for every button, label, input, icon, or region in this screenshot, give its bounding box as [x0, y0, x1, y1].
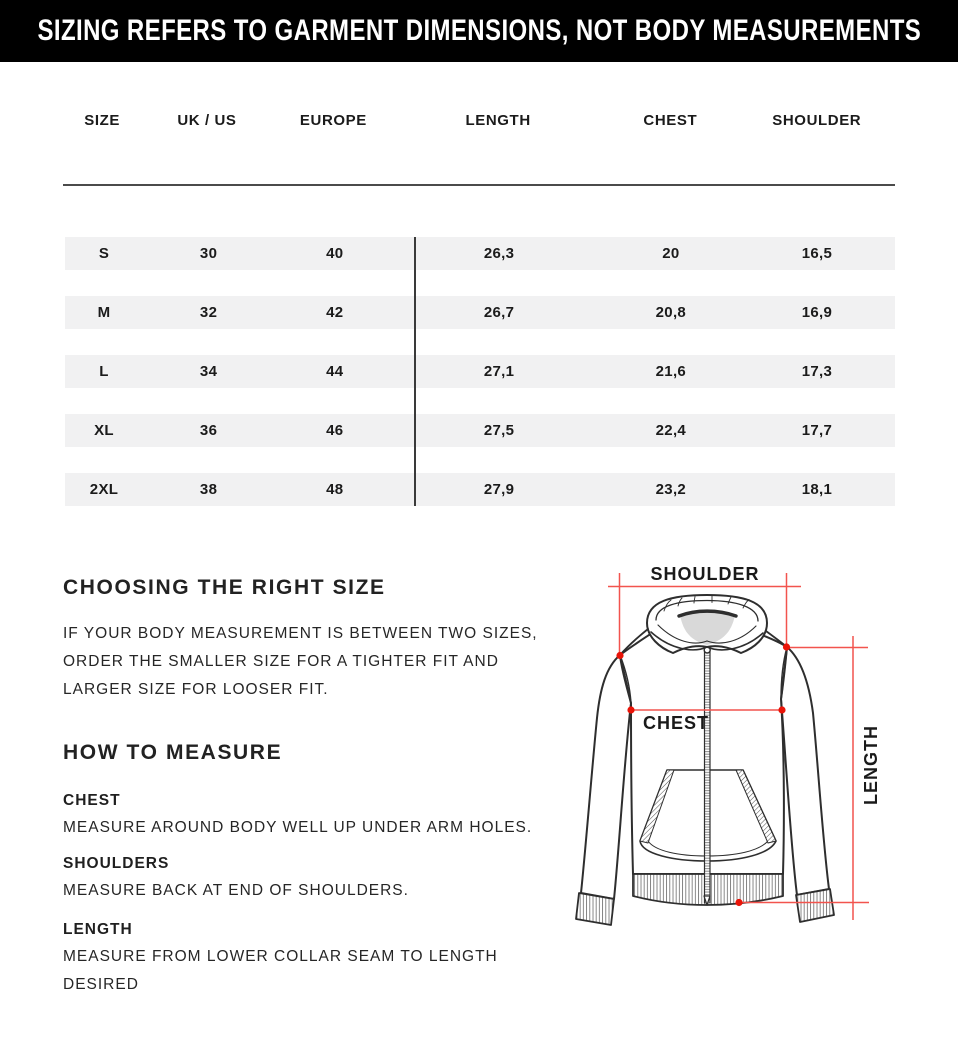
cell-europe: 48 — [326, 481, 344, 498]
measure-description: DESIRED — [63, 976, 139, 993]
cell-length: 27,5 — [483, 422, 515, 439]
table-row-m — [65, 296, 895, 329]
how-to-measure-heading: HOW TO MEASURE — [63, 741, 283, 764]
column-header-uk-us: UK / US — [177, 112, 237, 129]
measure-term: LENGTH — [63, 921, 133, 938]
measure-item-chest — [63, 787, 583, 842]
cell-length: 27,1 — [483, 363, 515, 380]
cell-chest: 21,6 — [655, 363, 687, 380]
left-sleeve — [576, 655, 631, 925]
shoulder-label: SHOULDER — [650, 564, 760, 584]
cell-chest: 23,2 — [655, 481, 687, 498]
table-row-l — [65, 355, 895, 388]
paragraph-line: IF YOUR BODY MEASUREMENT IS BETWEEN TWO SIZES, — [63, 625, 538, 642]
cell-uk-us: 34 — [199, 363, 218, 380]
measure-description: MEASURE FROM LOWER COLLAR SEAM TO LENGTH — [63, 948, 498, 965]
cell-uk-us: 36 — [199, 422, 218, 439]
length-label: LENGTH — [861, 725, 881, 805]
cell-shoulder: 16,5 — [801, 245, 833, 262]
cell-shoulder: 17,7 — [801, 422, 833, 439]
cell-size: L — [99, 363, 109, 380]
cell-size: S — [98, 245, 110, 262]
column-header-shoulder: SHOULDER — [772, 112, 862, 129]
cell-size: XL — [94, 422, 114, 439]
hoodie-drawing — [576, 595, 834, 925]
measure-description: MEASURE AROUND BODY WELL UP UNDER ARM HOLES. — [63, 819, 533, 836]
column-header-size: SIZE — [84, 112, 120, 129]
cell-length: 26,7 — [483, 304, 515, 321]
measure-term: SHOULDERS — [63, 855, 170, 872]
chest-label: CHEST — [643, 713, 710, 733]
paragraph-line: LARGER SIZE FOR LOOSER FIT. — [63, 681, 329, 698]
size-table — [63, 0, 895, 520]
cell-europe: 40 — [326, 245, 344, 262]
cell-size: M — [97, 304, 111, 321]
table-row-xl — [65, 414, 895, 447]
choosing-size-heading: CHOOSING THE RIGHT SIZE — [63, 576, 386, 599]
choosing-size-paragraph — [63, 620, 583, 704]
table-row-2xl — [65, 473, 895, 506]
size-table-header — [63, 112, 895, 129]
right-cuff — [796, 889, 834, 922]
cell-uk-us: 32 — [199, 304, 218, 321]
shoulder-point-right — [783, 643, 790, 650]
header-divider-rule — [63, 184, 895, 186]
paragraph-line: ORDER THE SMALLER SIZE FOR A TIGHTER FIT AND — [63, 653, 499, 670]
measure-term: CHEST — [63, 792, 121, 809]
column-header-chest: CHEST — [643, 112, 698, 129]
cell-length: 27,9 — [483, 481, 515, 498]
cell-shoulder: 17,3 — [801, 363, 833, 380]
right-sleeve — [781, 647, 834, 922]
zipper — [704, 647, 710, 905]
column-header-length: LENGTH — [465, 112, 531, 129]
table-vertical-divider — [414, 237, 416, 506]
cell-europe: 44 — [326, 363, 344, 380]
cell-uk-us: 30 — [199, 245, 218, 262]
length-point-bottom — [735, 899, 742, 906]
chest-point-left — [627, 706, 634, 713]
measure-item-length — [63, 916, 583, 999]
cell-shoulder: 18,1 — [801, 481, 833, 498]
cell-chest: 20 — [662, 245, 680, 262]
left-cuff — [576, 893, 614, 925]
cell-chest: 22,4 — [655, 422, 687, 439]
cell-size: 2XL — [89, 481, 119, 498]
cell-shoulder: 16,9 — [801, 304, 833, 321]
cell-europe: 42 — [326, 304, 344, 321]
table-row-s — [65, 237, 895, 270]
cell-uk-us: 38 — [199, 481, 218, 498]
hoodie-measurement-diagram — [560, 553, 958, 945]
chest-point-right — [778, 706, 785, 713]
measure-item-shoulders — [63, 850, 583, 905]
column-header-europe: EUROPE — [299, 112, 367, 129]
cell-europe: 46 — [326, 422, 344, 439]
cell-chest: 20,8 — [655, 304, 687, 321]
cell-length: 26,3 — [483, 245, 515, 262]
banner-text: SIZING REFERS TO GARMENT DIMENSIONS, NOT BODY MEASUREMENTS — [37, 14, 921, 47]
measure-description: MEASURE BACK AT END OF SHOULDERS. — [63, 882, 409, 899]
shoulder-point-left — [616, 652, 623, 659]
